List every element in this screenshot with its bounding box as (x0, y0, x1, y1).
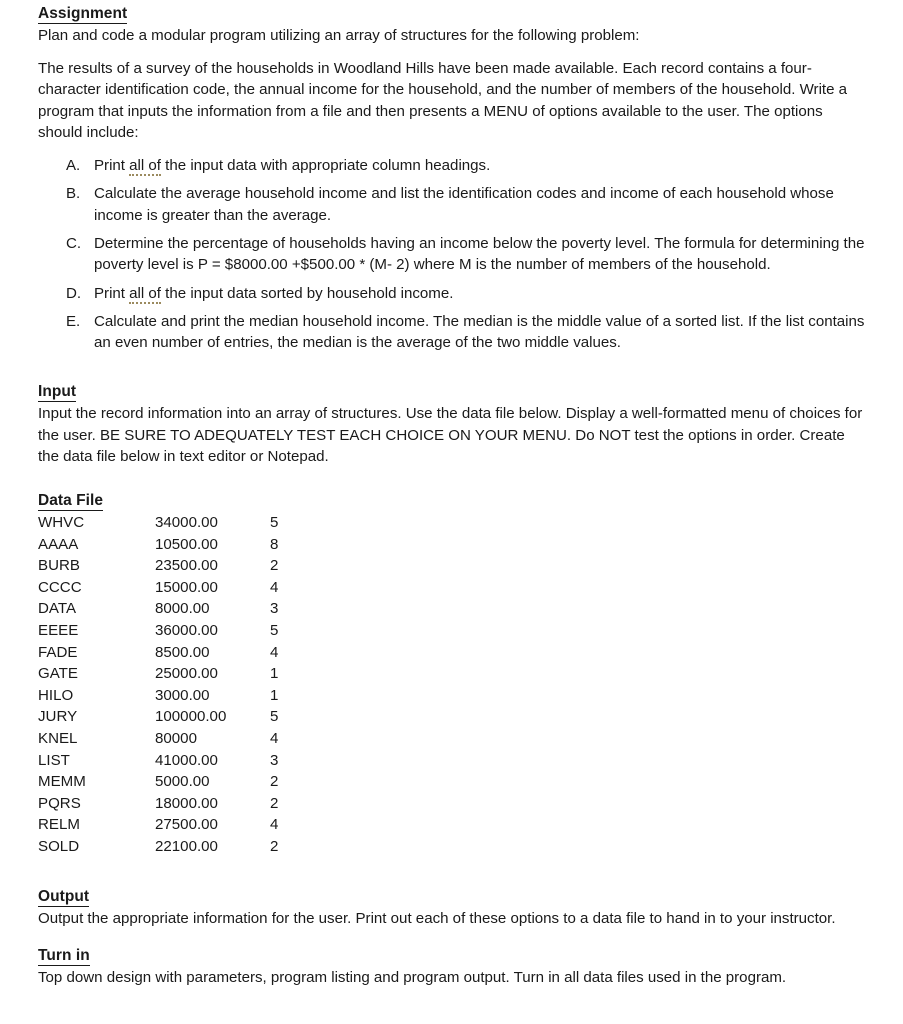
list-item-marker: A. (66, 157, 81, 175)
grammar-flagged-text: all of (129, 157, 161, 175)
cell-income: 36000.00 (155, 621, 218, 639)
cell-code: DATA (38, 600, 77, 618)
list-item-text-after: the input data sorted by household income. (161, 284, 454, 302)
list-item-text-before: Calculate and print the median household income. The median is the middle value of a sorted list. If the list contains an even number of entries, the median is the average of the two middle values. (94, 312, 865, 352)
spacer (38, 46, 865, 58)
spacer (38, 353, 865, 382)
cell-members: 4 (270, 729, 279, 747)
cell-income: 23500.00 (155, 557, 218, 575)
assignment-description: The results of a survey of the households in Woodland Hills have been made available. Each record contains a four-character identification code, the annual income for the household, and the number of members of the household. Write a program that inputs the information from a file and then presents a MENU of options available to the user. The options should include: (38, 60, 848, 141)
cell-code: EEEE (38, 621, 79, 639)
list-item (38, 233, 865, 276)
cell-income: 8000.00 (155, 600, 210, 618)
table-row (38, 555, 310, 577)
cell-code: LIST (38, 751, 70, 769)
assignment-heading-wrap (38, 4, 865, 25)
input-body: Input the record information into an array of structures. Use the data file below. Display a well-formatted menu of choices for the user. BE SURE TO ADEQUATELY TEST EACH CHOICE ON YOUR MENU. Do NOT test the options in order. Create the data file below in text editor or Notepad. (38, 405, 863, 465)
cell-members: 3 (270, 751, 279, 769)
table-row (38, 512, 310, 534)
list-item (38, 311, 865, 354)
cell-members: 4 (270, 643, 279, 661)
list-item (38, 155, 865, 176)
cell-members: 4 (270, 578, 279, 596)
cell-members: 1 (270, 665, 279, 683)
cell-income: 80000 (155, 729, 197, 747)
data-file-heading-wrap (38, 491, 865, 512)
output-heading-wrap (38, 887, 865, 908)
spacer (38, 467, 865, 491)
grammar-flagged-text: all of (129, 284, 161, 302)
cell-code: FADE (38, 643, 78, 661)
cell-members: 3 (270, 600, 279, 618)
cell-code: AAAA (38, 535, 79, 553)
data-file-table-body (38, 512, 310, 858)
cell-code: HILO (38, 686, 74, 704)
spacer (38, 858, 865, 887)
list-item (38, 283, 865, 304)
options-list (38, 155, 865, 353)
list-item-marker: E. (66, 312, 81, 330)
cell-code: KNEL (38, 729, 78, 747)
cell-members: 4 (270, 816, 279, 834)
cell-code: WHVC (38, 514, 85, 531)
cell-members: 8 (270, 535, 279, 553)
data-file-heading: Data File (38, 492, 104, 509)
cell-code: RELM (38, 816, 80, 834)
cell-income: 8500.00 (155, 643, 210, 661)
data-file-table (38, 512, 310, 858)
cell-income: 15000.00 (155, 578, 218, 596)
assignment-heading: Assignment (38, 5, 128, 22)
cell-income: 5000.00 (155, 773, 210, 791)
cell-members: 1 (270, 686, 279, 704)
cell-code: SOLD (38, 837, 80, 855)
spacer (38, 143, 865, 155)
table-row (38, 620, 310, 642)
cell-income: 100000.00 (155, 708, 227, 726)
table-row (38, 534, 310, 556)
cell-members: 2 (270, 837, 279, 855)
assignment-intro: Plan and code a modular program utilizing an array of structures for the following problem: (38, 27, 640, 44)
cell-code: BURB (38, 557, 80, 575)
input-heading-wrap (38, 382, 865, 403)
cell-income: 3000.00 (155, 686, 210, 704)
cell-income: 41000.00 (155, 751, 218, 769)
turn-in-heading-wrap (38, 946, 865, 967)
table-row (38, 685, 310, 707)
input-heading: Input (38, 383, 77, 401)
table-row (38, 750, 310, 772)
cell-members: 5 (270, 514, 279, 531)
list-item-text-before: Print (94, 157, 130, 175)
output-body: Output the appropriate information for the user. Print out each of these options to a data file to hand in to your instructor. (38, 909, 836, 927)
cell-code: CCCC (38, 578, 82, 596)
list-item-text-before: Calculate the average household income and list the identification codes and income of each household whose income is greater than the average. (94, 185, 834, 224)
turn-in-body: Top down design with parameters, program listing and program output. Turn in all data files used in the program. (38, 968, 787, 986)
cell-members: 5 (270, 621, 279, 639)
table-row (38, 663, 310, 685)
cell-members: 2 (270, 557, 279, 575)
output-heading: Output (38, 887, 90, 905)
cell-code: PQRS (38, 794, 81, 812)
list-item-text-after: the input data with appropriate column headings. (161, 157, 491, 175)
cell-income: 27500.00 (155, 816, 218, 834)
cell-income: 22100.00 (155, 837, 218, 855)
list-item-marker: D. (66, 284, 82, 302)
turn-in-heading: Turn in (38, 946, 90, 964)
cell-members: 5 (270, 708, 279, 726)
table-row (38, 642, 310, 664)
table-row (38, 836, 310, 858)
list-item (38, 183, 865, 226)
list-item-marker: C. (66, 234, 82, 252)
table-row (38, 814, 310, 836)
cell-income: 18000.00 (155, 794, 218, 812)
cell-code: JURY (38, 708, 78, 726)
cell-income: 10500.00 (155, 535, 218, 553)
cell-code: GATE (38, 665, 78, 683)
cell-income: 34000.00 (155, 514, 218, 531)
table-row (38, 771, 310, 793)
table-row (38, 577, 310, 599)
cell-members: 2 (270, 794, 279, 812)
list-item-text-before: Print (94, 284, 130, 302)
list-item-marker: B. (66, 185, 81, 203)
table-row (38, 728, 310, 750)
table-row (38, 598, 310, 620)
table-row (38, 706, 310, 728)
spacer (38, 929, 865, 946)
cell-income: 25000.00 (155, 665, 218, 683)
cell-members: 2 (270, 773, 279, 791)
list-item-text-before: Determine the percentage of households having an income below the poverty level. The formula for determining the poverty level is P = $8000.00 +$500.00 * (M- 2) where M is the number of members of the household. (94, 234, 865, 274)
cell-code: MEMM (38, 773, 86, 791)
table-row (38, 793, 310, 815)
